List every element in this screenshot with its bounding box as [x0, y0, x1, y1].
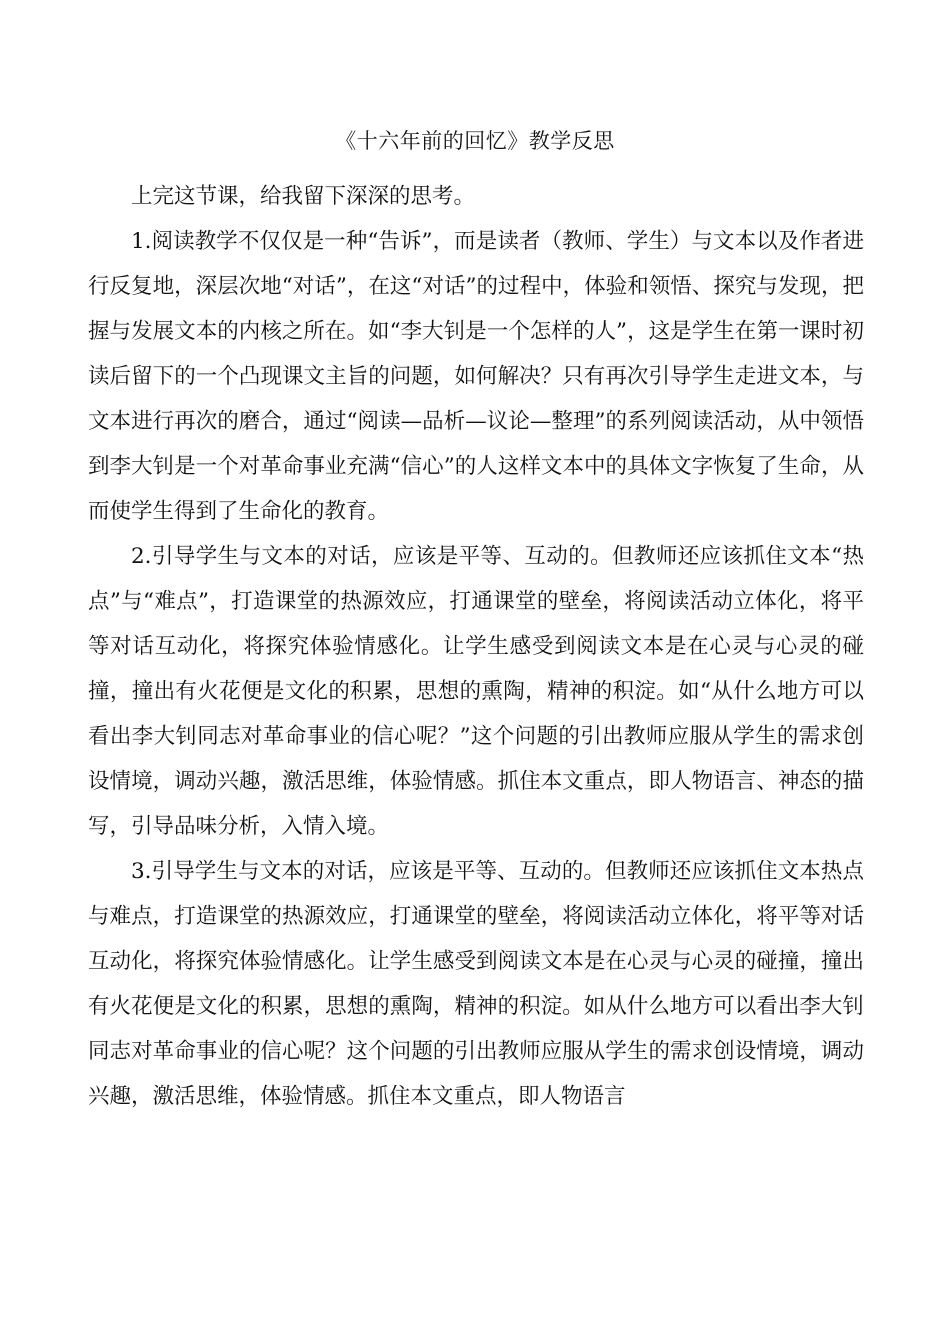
document-title: 《十六年前的回忆》教学反思 [335, 129, 615, 153]
paragraph-point-2: 2.引导学生与文本的对话，应该是平等、互动的。但教师还应该抓住文本“热点”与“难点”，打造课堂的热源效应，打通课堂的壁垒，将阅读活动立体化，将平等对话互动化，将探究体验情感化。让学生感受到阅读文本是在心灵与心灵的碰撞，撞出有火花便是文化的积累，思想的熏陶，精神的积淀。如“从什么地方可以看出李大钊同志对革命事业的信心呢？”这个问题的引出教师应服从学生的需求创设情境，调动兴趣，激活思维，体验情感。抓住本文重点，即人物语言、神态的描写，引导品味分析，入情入境。 [88, 544, 864, 839]
paragraph-intro: 上完这节课，给我留下深深的思考。 [131, 184, 476, 209]
document-body [88, 174, 864, 1119]
paragraph-point-1: 1.阅读教学不仅仅是一种“告诉”，而是读者（教师、学生）与文本以及作者进行反复地，深层次地“对话”，在这“对话”的过程中，体验和领悟、探究与发现，把握与发展文本的内核之所在。如“李大钊是一个怎样的人”，这是学生在第一课时初读后留下的一个凸现课文主旨的问题，如何解决？只有再次引导学生走进文本，与文本进行再次的磨合，通过“阅读—品析—议论—整理”的系列阅读活动，从中领悟到李大钊是一个对革命事业充满“信心”的人这样文本中的具体文字恢复了生命，从而使学生得到了生命化的教育。 [88, 229, 864, 524]
paragraph-point-3: 3.引导学生与文本的对话，应该是平等、互动的。但教师还应该抓住文本热点与难点，打造课堂的热源效应，打通课堂的壁垒，将阅读活动立体化，将平等对话互动化，将探究体验情感化。让学生感受到阅读文本是在心灵与心灵的碰撞，撞出有火花便是文化的积累，思想的熏陶，精神的积淀。如从什么地方可以看出李大钊同志对革命事业的信心呢？这个问题的引出教师应服从学生的需求创设情境，调动兴趣，激活思维，体验情感。抓住本文重点，即人物语言 [88, 859, 864, 1109]
